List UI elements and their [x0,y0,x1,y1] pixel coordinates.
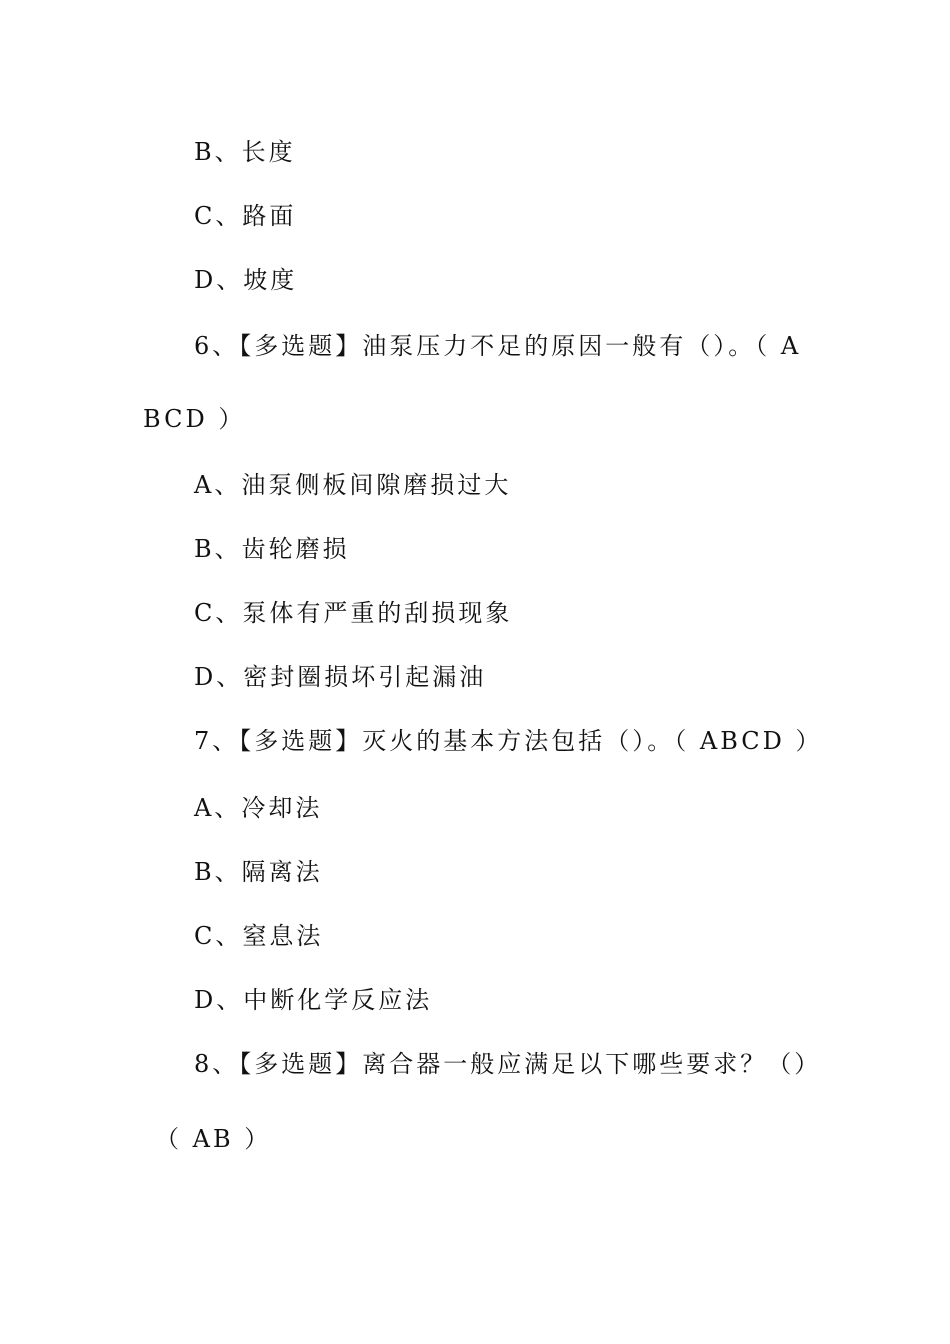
option-line: D、密封圈损坏引起漏油 [194,663,487,691]
answer-line: BCD ） [143,405,246,433]
option-line: A、冷却法 [194,794,323,822]
option-line: B、隔离法 [194,858,323,886]
option-line: B、齿轮磨损 [194,535,350,563]
option-line: A、油泵侧板间隙磨损过大 [194,471,512,499]
option-line: C、泵体有严重的刮损现象 [194,599,513,627]
question-line: 6、【多选题】油泵压力不足的原因一般有（）。（ A [194,332,802,360]
option-line: D、坡度 [194,266,298,294]
answer-line: （ AB ） [155,1125,272,1153]
option-line: D、中断化学反应法 [194,986,433,1014]
question-line: 7、【多选题】灭火的基本方法包括（）。（ ABCD ） [194,727,823,755]
option-line: C、窒息法 [194,922,324,950]
option-line: B、长度 [194,138,296,166]
question-line: 8、【多选题】离合器一般应满足以下哪些要求？（） [194,1050,822,1078]
option-line: C、路面 [194,202,297,230]
